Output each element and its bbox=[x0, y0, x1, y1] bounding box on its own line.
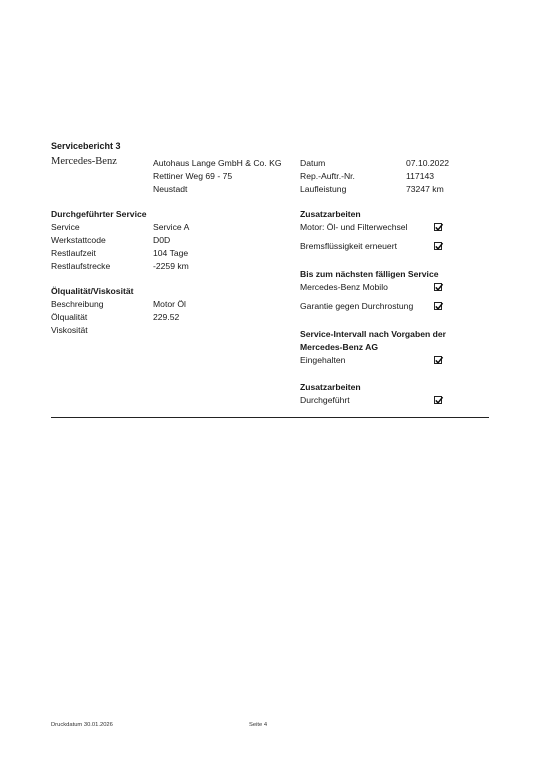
meta-date-label: Datum bbox=[300, 158, 326, 168]
meta-order-value: 117143 bbox=[406, 171, 435, 181]
report-title: Servicebericht 3 bbox=[51, 141, 121, 151]
oil-description-label: Beschreibung bbox=[51, 299, 104, 309]
oil-heading: Ölqualität/Viskosität bbox=[51, 286, 134, 296]
checkmark-icon bbox=[434, 241, 444, 251]
meta-date-value: 07.10.2022 bbox=[406, 158, 450, 168]
checkmark-icon bbox=[434, 395, 444, 405]
section-divider bbox=[51, 417, 489, 418]
oil-description-value: Motor Öl bbox=[153, 299, 186, 309]
dealer-city: Neustadt bbox=[153, 184, 188, 194]
extra-work-heading: Zusatzarbeiten bbox=[300, 209, 361, 219]
extra-work-2-item-done: Durchgeführt bbox=[300, 395, 350, 405]
checkbox-oil-change[interactable] bbox=[434, 223, 442, 231]
checkmark-icon bbox=[434, 282, 444, 292]
oil-quality-value: 229.52 bbox=[153, 312, 180, 322]
next-service-heading: Bis zum nächsten fälligen Service bbox=[300, 269, 439, 279]
checkbox-done[interactable] bbox=[434, 396, 442, 404]
checkmark-icon bbox=[434, 355, 444, 365]
dealer-street: Rettiner Weg 69 - 75 bbox=[153, 171, 233, 181]
service-value: Service A bbox=[153, 222, 190, 232]
meta-mileage-value: 73247 km bbox=[406, 184, 444, 194]
print-date: Druckdatum 30.01.2026 bbox=[51, 722, 113, 728]
extra-work-item-brake-fluid: Bremsflüssigkeit erneuert bbox=[300, 241, 397, 251]
checkbox-interval-kept[interactable] bbox=[434, 356, 442, 364]
next-service-item-rust-warranty: Garantie gegen Durchrostung bbox=[300, 301, 414, 311]
extra-work-item-oil-change: Motor: Öl- und Filterwechsel bbox=[300, 222, 408, 232]
page-number: Seite 4 bbox=[249, 722, 268, 728]
service-heading: Durchgeführter Service bbox=[51, 209, 147, 219]
dealer-name: Autohaus Lange GmbH & Co. KG bbox=[153, 158, 282, 168]
workshop-code-label: Werkstattcode bbox=[51, 235, 106, 245]
interval-item-kept: Eingehalten bbox=[300, 355, 346, 365]
interval-heading-line1: Service-Intervall nach Vorgaben der bbox=[300, 329, 446, 339]
checkbox-rust-warranty[interactable] bbox=[434, 302, 442, 310]
remaining-distance-label: Restlaufstrecke bbox=[51, 261, 111, 271]
service-label: Service bbox=[51, 222, 80, 232]
workshop-code-value: D0D bbox=[153, 235, 171, 245]
checkmark-icon bbox=[434, 301, 444, 311]
meta-order-label: Rep.-Auftr.-Nr. bbox=[300, 171, 355, 181]
viscosity-label: Viskosität bbox=[51, 325, 88, 335]
remaining-distance-value: -2259 km bbox=[153, 261, 189, 271]
checkbox-brake-fluid[interactable] bbox=[434, 242, 442, 250]
meta-mileage-label: Laufleistung bbox=[300, 184, 347, 194]
checkmark-icon bbox=[434, 222, 444, 232]
extra-work-2-heading: Zusatzarbeiten bbox=[300, 382, 361, 392]
remaining-time-value: 104 Tage bbox=[153, 248, 189, 258]
interval-heading-line2: Mercedes-Benz AG bbox=[300, 342, 379, 352]
remaining-time-label: Restlaufzeit bbox=[51, 248, 96, 258]
checkbox-mobilo[interactable] bbox=[434, 283, 442, 291]
oil-quality-label: Ölqualität bbox=[51, 312, 88, 322]
next-service-item-mobilo: Mercedes-Benz Mobilo bbox=[300, 282, 388, 292]
mercedes-benz-logo: Mercedes-Benz bbox=[51, 156, 117, 167]
